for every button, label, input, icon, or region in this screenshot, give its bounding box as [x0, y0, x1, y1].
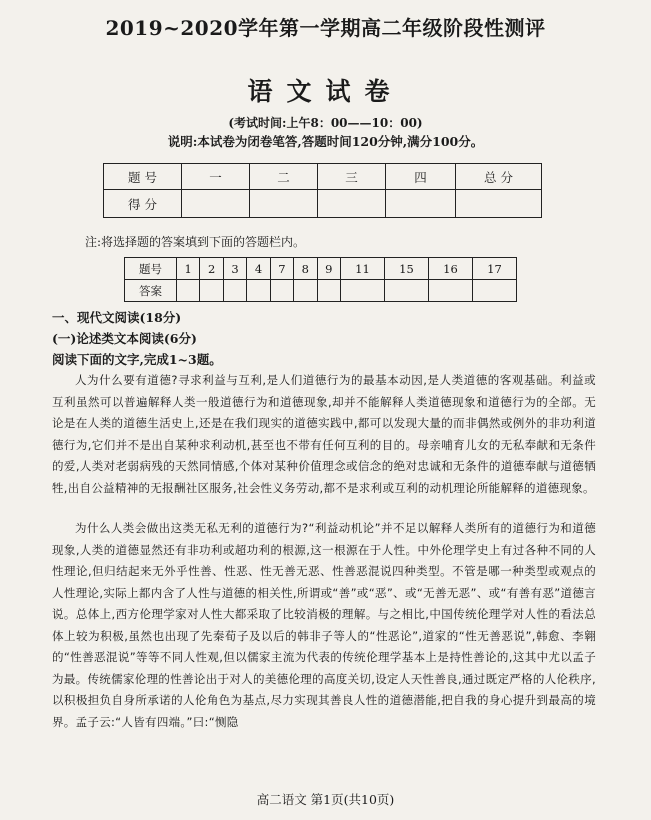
score-header-cell: 四: [386, 164, 456, 190]
question-number: 1: [177, 258, 200, 280]
paper-title: 语文试卷: [247, 77, 404, 106]
score-table-header-row: [104, 164, 542, 190]
question-number: 11: [340, 258, 384, 280]
score-header-cell: 二: [250, 164, 318, 190]
answer-cell: [294, 280, 317, 302]
answer-cell: [317, 280, 340, 302]
question-number: 7: [270, 258, 293, 280]
question-number: 15: [384, 258, 428, 280]
answer-cell: [340, 280, 384, 302]
score-cell: [456, 190, 542, 218]
score-table: [103, 163, 542, 218]
answer-cell: [200, 280, 223, 302]
answer-header-label: 题号: [125, 258, 177, 280]
exam-time: (考试时间:上午8：00——10：00): [228, 116, 423, 130]
answer-cell: [223, 280, 246, 302]
section-heading: 一、现代文阅读(18分): [52, 310, 182, 325]
question-number: 9: [317, 258, 340, 280]
score-header-cell: 总 分: [456, 164, 542, 190]
question-number: 16: [428, 258, 472, 280]
score-cell: [386, 190, 456, 218]
score-header-cell: 一: [182, 164, 250, 190]
answer-cell: [472, 280, 516, 302]
score-header-cell: 三: [318, 164, 386, 190]
score-row-label: 得 分: [104, 190, 182, 218]
answer-cell: [247, 280, 270, 302]
question-number: 3: [223, 258, 246, 280]
passage-paragraph-2: 为什么人类会做出这类无私无利的道德行为?“利益动机论”并不足以解释人类所有的道德行为和道德现象,人类的道德显然还有非功利或超功利的根源,这一根源在于人性。中外伦理学史上有过各种不同的人性理论,但归结起来无外乎性善、性恶、性无善无恶、性善恶混说四种类型。不管是哪一种类型或观点的人性理论,实际上都内含了人性与道德的相关性,所谓或“善”或“恶”、或“无善无恶”、或“有善有恶”道德言说。总体上,西方伦理学家对人性大都采取了比较消极的理解。与之相比,中国传统伦理学对人性的看法总体上较为积极,虽然也出现了先秦荀子及以后的韩非子等人的“性恶论”,道家的“性无善恶说”,韩愈、李翱的“性善恶混说”等等不同人性观,但以儒家主流为代表的传统伦理学基本上是持性善论的,这其中尤以孟子为最。传统儒家伦理的性善论出于对人的美德伦理的高度关切,设定人天性善良,通过既定严格的人伦秩序,以积极担负自身所承诺的人伦角色为基点,尽力实现其善良人性的道德潜能,把自我的身心提升到最高的境界。孟子云:“人皆有四端。”曰:“恻隐: [52, 521, 596, 729]
passage-paragraph-1: 人为什么要有道德?寻求利益与互利,是人们道德行为的最基本动因,是人类道德的客观基础。利益或互利虽然可以普遍解释人类一般道德行为和道德现象,却并不能解释人类道德现象和道德行为的全部。无论是在人类的道德生活史上,还是在我们现实的道德实践中,都可以发现大量的而非偶然或例外的非功利道德行为,它们并不是出自某种求利动机,甚至也不带有任何互利的目的。母亲哺育儿女的无私奉献和无条件的爱,人类对老弱病残的天然同情感,个体对某种价值理念或信念的绝对忠诚和无条件的道德奉献与道德牺牲,出自公益精神的无报酬社区服务,社会性义务劳动,都不是求利或互利的动机理论所能解释的道德现象。: [52, 373, 596, 495]
score-header-cell: 题 号: [104, 164, 182, 190]
answer-cell: [270, 280, 293, 302]
question-number: 2: [200, 258, 223, 280]
score-cell: [182, 190, 250, 218]
page-footer: 高二语文 第1页(共10页): [256, 792, 395, 807]
score-cell: [250, 190, 318, 218]
score-table-score-row: [104, 190, 542, 218]
answer-row-label: 答案: [125, 280, 177, 302]
answer-table-number-row: [125, 258, 517, 280]
answer-table: [124, 257, 517, 302]
reading-instruction: 阅读下面的文字,完成1~3题。: [52, 352, 222, 367]
exam-title: 2019~2020学年第一学期高二年级阶段性测评: [105, 16, 546, 40]
answer-table-answer-row: [125, 280, 517, 302]
exam-instructions: 说明:本试卷为闭卷笔答,答题时间120分钟,满分100分。: [167, 134, 484, 149]
question-number: 17: [472, 258, 516, 280]
answer-cell: [384, 280, 428, 302]
question-number: 4: [247, 258, 270, 280]
subsection-heading: (一)论述类文本阅读(6分): [52, 331, 197, 346]
score-cell: [318, 190, 386, 218]
question-number: 8: [294, 258, 317, 280]
answer-note: 注:将选择题的答案填到下面的答题栏内。: [85, 235, 306, 249]
answer-cell: [177, 280, 200, 302]
answer-cell: [428, 280, 472, 302]
